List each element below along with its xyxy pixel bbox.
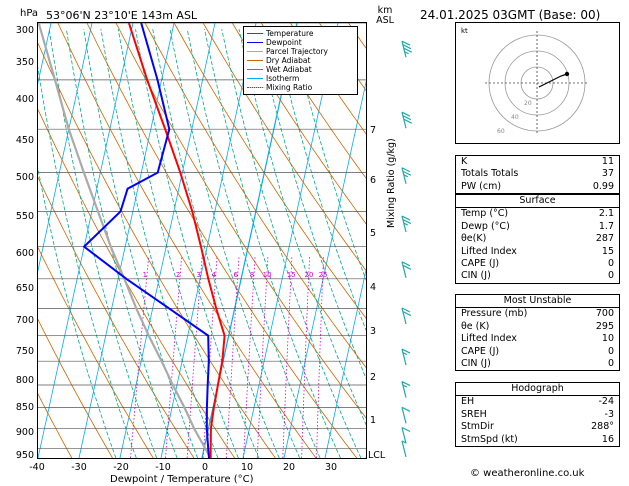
surface-table-title: Surface [456, 195, 619, 208]
most-unstable-table [455, 294, 620, 371]
legend-swatch-temperature [247, 33, 263, 34]
surface-table [455, 194, 620, 284]
row-label: Dewp (°C) [461, 220, 510, 232]
row-value: 0 [607, 357, 614, 369]
height-tick-5: 5 [370, 228, 377, 239]
legend-label-mixing-ratio: Mixing Ratio [266, 83, 313, 92]
table-row [456, 221, 619, 233]
legend-item-dewpoint [247, 38, 354, 47]
legend-swatch-parcel [247, 51, 263, 52]
table-row [456, 333, 619, 345]
legend-item-temperature [247, 29, 354, 38]
row-label: PW (cm) [461, 180, 502, 192]
legend-label-temperature: Temperature [266, 29, 314, 38]
table-row [456, 233, 619, 245]
height-tick-1: 1 [370, 415, 377, 426]
table-row [456, 308, 619, 320]
wind-barb-column [392, 22, 422, 462]
pressure-tick-650: 650 [15, 283, 34, 294]
lcl-label: LCL [368, 450, 386, 461]
svg-text:40: 40 [511, 114, 519, 121]
row-value: 1.7 [598, 220, 614, 232]
temp-tick--10: -10 [155, 462, 171, 473]
legend-swatch-mixing-ratio [247, 87, 263, 88]
mixing-ratio-axis-title: Mixing Ratio (g/kg) [386, 138, 397, 228]
row-label: Lifted Index [461, 333, 517, 345]
row-value: 37 [601, 168, 614, 180]
table-row [456, 346, 619, 358]
table-row [456, 246, 619, 258]
row-value: 287 [595, 233, 614, 245]
indices-table [455, 155, 620, 194]
row-value: 10 [601, 333, 614, 345]
legend-label-wet-adiabat: Wet Adiabat [266, 65, 312, 74]
svg-text:20: 20 [524, 100, 532, 107]
pressure-tick-400: 400 [15, 94, 34, 105]
row-label: CAPE (J) [461, 257, 500, 269]
table-row [456, 156, 619, 168]
height-tick-4: 4 [370, 282, 377, 293]
row-value: 2.1 [598, 208, 614, 220]
x-axis-title: Dewpoint / Temperature (°C) [110, 474, 254, 485]
row-value: 288° [591, 421, 614, 433]
legend-swatch-dry-adiabat [247, 60, 263, 61]
row-value: 0.99 [592, 180, 614, 192]
temp-tick--20: -20 [113, 462, 129, 473]
row-value: 700 [595, 308, 614, 320]
svg-text:4: 4 [211, 270, 216, 279]
legend-swatch-dewpoint [247, 42, 263, 43]
pressure-tick-900: 900 [15, 427, 34, 438]
row-value: 0 [607, 257, 614, 269]
row-label: CIN (J) [461, 357, 491, 369]
height-tick-7: 7 [370, 125, 377, 136]
pressure-tick-450: 450 [15, 135, 34, 146]
svg-text:1: 1 [142, 270, 148, 279]
row-value: -24 [598, 396, 614, 408]
pressure-tick-600: 600 [15, 248, 34, 259]
table-row [456, 421, 619, 433]
chart-date-title: 24.01.2025 03GMT (Base: 00) [420, 8, 601, 22]
temp-tick-10: 10 [240, 462, 254, 473]
station-title: 53°06'N 23°10'E 143m ASL [46, 9, 198, 22]
legend-item-mixing-ratio [247, 83, 354, 92]
pressure-unit-label: hPa [20, 8, 39, 19]
legend-swatch-wet-adiabat [247, 69, 263, 70]
temp-tick-0: 0 [201, 462, 209, 473]
svg-text:25: 25 [318, 270, 328, 279]
row-label: Temp (°C) [461, 208, 509, 220]
row-value: 16 [601, 433, 614, 445]
pressure-tick-700: 700 [15, 315, 34, 326]
temp-tick-30: 30 [324, 462, 338, 473]
pressure-tick-300: 300 [15, 25, 34, 36]
pressure-tick-350: 350 [15, 57, 34, 68]
copyright-footer: © weatheronline.co.uk [470, 468, 585, 479]
row-value: 15 [601, 245, 614, 257]
table-row [456, 181, 619, 193]
pressure-tick-550: 550 [15, 211, 34, 222]
row-value: 295 [595, 320, 614, 332]
pressure-tick-500: 500 [15, 172, 34, 183]
row-label: CAPE (J) [461, 345, 500, 357]
legend-item-dry-adiabat [247, 56, 354, 65]
height-unit-asl: ASL [376, 15, 394, 26]
svg-text:60: 60 [497, 128, 505, 135]
temp-tick--40: -40 [29, 462, 45, 473]
height-tick-3: 3 [370, 326, 377, 337]
legend-item-parcel [247, 47, 354, 56]
most-unstable-table-title: Most Unstable [456, 295, 619, 308]
table-row [456, 168, 619, 180]
row-value: 0 [607, 345, 614, 357]
row-label: Pressure (mb) [461, 308, 528, 320]
hodograph-panel [455, 22, 620, 144]
legend-item-wet-adiabat [247, 65, 354, 74]
table-row [456, 434, 619, 446]
row-value: 11 [601, 156, 614, 167]
hodograph-table [455, 382, 620, 447]
row-label: StmDir [461, 421, 494, 433]
hodograph-table-title: Hodograph [456, 383, 619, 396]
svg-text:8: 8 [249, 270, 255, 279]
legend-swatch-isotherm [247, 78, 263, 79]
temp-tick-20: 20 [282, 462, 296, 473]
table-row [456, 409, 619, 421]
legend-item-isotherm [247, 74, 354, 83]
svg-text:15: 15 [286, 270, 296, 279]
table-row [456, 270, 619, 282]
table-row [456, 208, 619, 220]
height-tick-6: 6 [370, 175, 377, 186]
row-label: θe(K) [461, 233, 487, 245]
svg-text:10: 10 [262, 270, 272, 279]
table-row [456, 258, 619, 270]
table-row [456, 396, 619, 408]
row-value: -3 [604, 408, 614, 420]
row-label: SREH [461, 408, 487, 420]
row-value: 0 [607, 270, 614, 282]
legend-label-dewpoint: Dewpoint [266, 38, 302, 47]
temp-tick--30: -30 [71, 462, 87, 473]
legend [243, 26, 358, 95]
height-unit-km: km [377, 5, 393, 16]
svg-text:kt: kt [461, 27, 468, 35]
svg-text:6: 6 [233, 270, 238, 279]
svg-text:2: 2 [175, 270, 181, 279]
pressure-tick-850: 850 [15, 402, 34, 413]
legend-label-dry-adiabat: Dry Adiabat [266, 56, 311, 65]
pressure-tick-950: 950 [15, 450, 34, 461]
table-row [456, 321, 619, 333]
row-label: Totals Totals [461, 168, 519, 180]
pressure-tick-800: 800 [15, 375, 34, 386]
row-label: EH [461, 396, 475, 408]
row-label: StmSpd (kt) [461, 433, 518, 445]
svg-text:3: 3 [196, 270, 201, 279]
row-label: K [461, 156, 468, 167]
svg-text:20: 20 [304, 270, 314, 279]
legend-label-parcel: Parcel Trajectory [266, 47, 328, 56]
pressure-tick-750: 750 [15, 346, 34, 357]
table-row [456, 358, 619, 370]
legend-label-isotherm: Isotherm [266, 74, 300, 83]
row-label: θe (K) [461, 320, 490, 332]
height-tick-2: 2 [370, 372, 377, 383]
row-label: Lifted Index [461, 245, 517, 257]
row-label: CIN (J) [461, 270, 491, 282]
